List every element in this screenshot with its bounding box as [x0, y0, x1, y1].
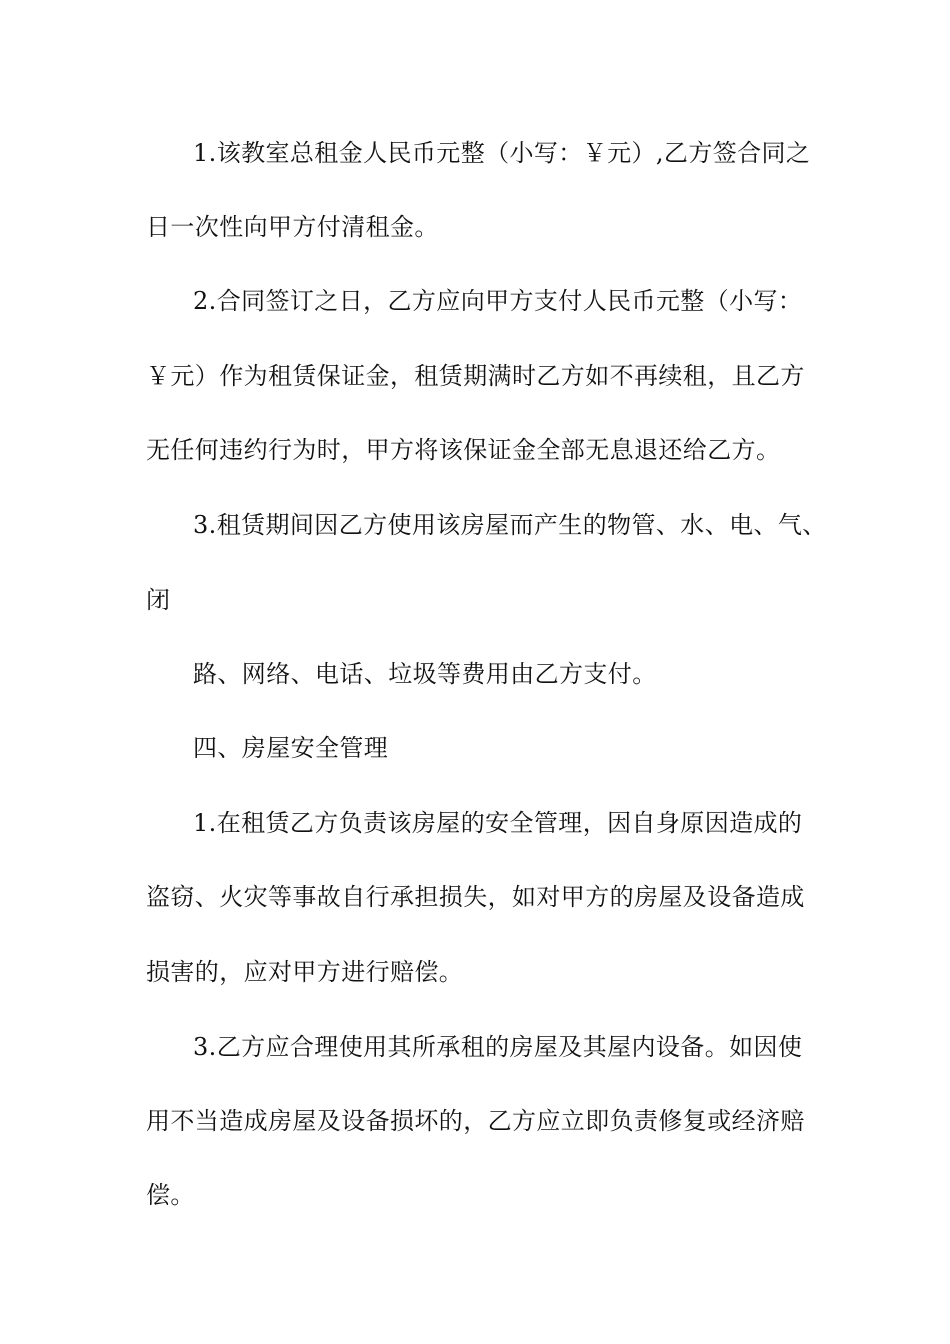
- paragraph-line: 闭: [146, 586, 171, 614]
- paragraph-line: 无任何违约行为时，甲方将该保证金全部无息退还给乙方。: [146, 436, 781, 464]
- paragraph-line: 2.合同签订之日，乙方应向甲方支付人民币元整（小写：: [193, 287, 803, 315]
- paragraph-line: ￥元）作为租赁保证金，租赁期满时乙方如不再续租，且乙方: [146, 362, 805, 390]
- paragraph-line: 盗窃、火灾等事故自行承担损失，如对甲方的房屋及设备造成: [146, 883, 805, 911]
- paragraph-line: 用不当造成房屋及设备损坏的，乙方应立即负责修复或经济赔: [146, 1107, 805, 1135]
- section-heading: 四、房屋安全管理: [193, 734, 389, 762]
- paragraph-line: 1.该教室总租金人民币元整（小写：￥元）,乙方签合同之: [193, 139, 811, 167]
- paragraph-line: 损害的，应对甲方进行赔偿。: [146, 958, 464, 986]
- paragraph-line: 偿。: [146, 1181, 195, 1209]
- paragraph-line: 日一次性向甲方付清租金。: [146, 213, 439, 241]
- paragraph-line: 1.在租赁乙方负责该房屋的安全管理，因自身原因造成的: [193, 809, 803, 837]
- paragraph-line: 路、网络、电话、垃圾等费用由乙方支付。: [193, 660, 657, 688]
- paragraph-line: 3.租赁期间因乙方使用该房屋而产生的物管、水、电、气、: [193, 511, 827, 539]
- paragraph-line: 3.乙方应合理使用其所承租的房屋及其屋内设备。如因使: [193, 1033, 803, 1061]
